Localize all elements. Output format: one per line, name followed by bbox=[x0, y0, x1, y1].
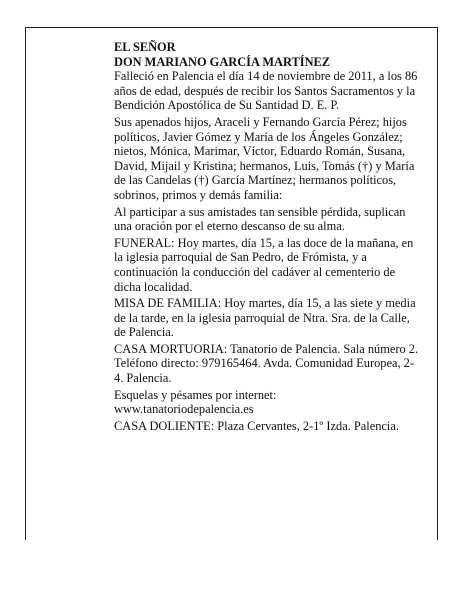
online-condolences: Esquelas y pésames por internet: www.tanatoriodepalencia.es bbox=[114, 387, 277, 417]
deceased-name: DON MARIANO GARCÍA MARTÍNEZ bbox=[114, 54, 331, 69]
obituary-notice bbox=[114, 40, 419, 435]
funeral-home-details: CASA MORTUORIA: Tanatorio de Palencia. Sala número 2. Teléfono directo: 979165464. Avda. Comunidad Europea, 2-4. Palencia. bbox=[114, 341, 419, 386]
death-announcement: Falleció en Palencia el día 14 de noviembre de 2011, a los 86 años de edad, después de recibir los Santos Sacramentos y la Bendición Apostólica de Su Santidad D. E. P. bbox=[114, 69, 418, 113]
family-home-address: CASA DOLIENTE: Plaza Cervantes, 2-1º Izda. Palencia. bbox=[114, 418, 399, 433]
family-list: Sus apenados hijos, Araceli y Fernando García Pérez; hijos políticos, Javier Gómez y María de los Ángeles González; nietos, Mónica, Marimar, Víctor, Eduardo Román, Susana, David, Mijail y Kristina; hermanos, Luis, Tomás (†) y María de las Candelas (†) García Martínez; hermanos políticos, sobrinos, primos y demás familia: bbox=[114, 114, 415, 202]
prayer-request: Al participar a sus amistades tan sensible pérdida, suplican una oración por el eterno descanso de su alma. bbox=[114, 204, 406, 234]
family-mass-details: MISA DE FAMILIA: Hoy martes, día 15, a las siete y media de la tarde, en la iglesia parroquial de Ntra. Sra. de la Calle, de Palencia. bbox=[114, 296, 416, 340]
funeral-details: FUNERAL: Hoy martes, día 15, a las doce de la mañana, en la iglesia parroquial de San Pedro, de Frómista, y a continuación la conducción del cadáver al cementerio de dicha localidad. bbox=[114, 235, 414, 294]
title-line-1: EL SEÑOR bbox=[114, 40, 176, 54]
